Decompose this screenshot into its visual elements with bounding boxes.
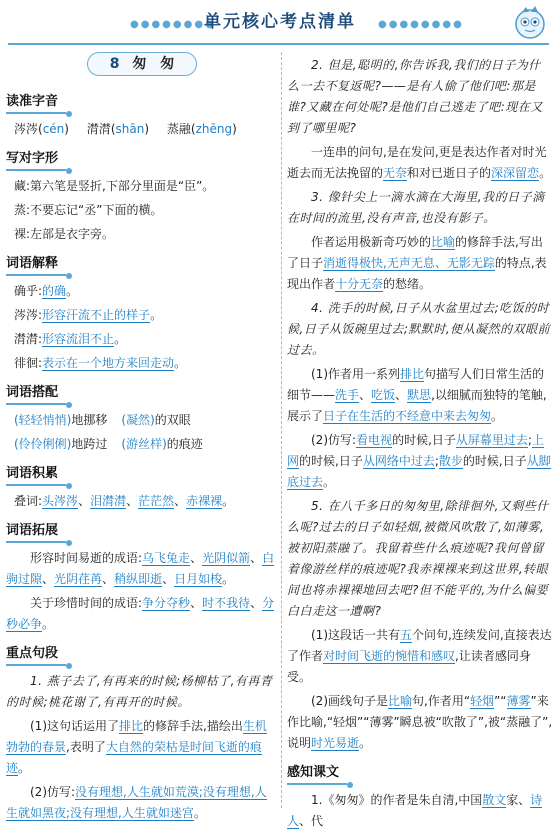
section-key-passages: 重点句段 <box>6 644 58 664</box>
page-title: 单元核心考点清单 <box>204 12 356 32</box>
passage-2-answer: 一连串的问句,是在发问,更是表达作者对时光逝去而无法挽留的无奈和对已逝日子的深深留恋。 <box>287 145 552 180</box>
definition-item: 潸潸:形容流泪不止。 <box>14 332 127 346</box>
passage-3: 3. 像针尖上一滴水滴在大海里,我的日子滴在时间的流里,没有声音,也没有影子。 <box>287 190 545 225</box>
header-dots-left: ●●●●●●●● <box>130 19 216 30</box>
definition-item: 徘徊:表示在一个地方来回走动。 <box>14 356 187 370</box>
section-accumulation: 词语积累 <box>6 464 58 484</box>
passage-3-answer: 作者运用极新奇巧妙的比喻的修辞手法,写出了日子消逝得极快,无声无息、无影无踪的特点,表现出作者十分无奈的愁绪。 <box>287 235 547 291</box>
section-expansion: 词语拓展 <box>6 521 58 541</box>
left-column <box>6 52 278 827</box>
passage-5-answer-2: (2)画线句子是比喻句,作者用“轻烟”“薄雾”来作比喻,“轻烟”“薄雾”瞬息被“吹散了”,被“蒸融了”,说明时光易逝。 <box>287 694 553 750</box>
passage-5-answer-1: (1)这段话一共有五个问句,连续发问,直接表达了作者对时间飞逝的惋惜和感叹,让读者感同身受。 <box>287 628 552 684</box>
definition-item: 涔涔:形容汗流不止的样子。 <box>14 308 163 322</box>
section-definitions: 词语解释 <box>6 254 58 274</box>
passage-2: 2. 但是,聪明的,你告诉我,我们的日子为什么一去不复返呢?——是有人偷了他们吧:那是谁?又藏在何处呢?是他们自己逃走了吧:现在又到了哪里呢? <box>287 58 543 135</box>
collocation-item: (伶伶俐俐)地跨过 (游丝样)的痕迹 <box>14 437 203 451</box>
accumulation-line: 叠词:头涔涔、泪潸潸、茫茫然、赤裸裸。 <box>14 494 235 508</box>
section-character-forms: 写对字形 <box>6 149 58 169</box>
mascot-icon <box>510 2 550 42</box>
section-pronunciation: 读准字音 <box>6 92 58 112</box>
passage-1: 1. 燕子去了,有再来的时候;杨柳枯了,有再青的时候;桃花谢了,有再开的时候。 <box>6 674 273 709</box>
definition-item: 确乎:的确。 <box>14 284 79 298</box>
form-item: 蒸:不要忘记“丞”下面的横。 <box>14 203 163 217</box>
pronunciation-line: 涔涔(cén) 潸潸(shān) 蒸融(zhēng) <box>14 122 237 136</box>
collocation-item: (轻轻悄悄)地挪移 (凝然)的双眼 <box>14 413 191 427</box>
lesson-heading <box>6 52 278 78</box>
header-dots-right: ●●●●●●●● <box>378 19 464 30</box>
passage-1-answer-2: (2)仿写:没有理想,人生就如荒漠;没有理想,人生就如黑夜;没有理想,人生就如迷宫。 <box>6 785 267 820</box>
lesson-number: 8 <box>109 56 120 72</box>
passage-4-answer-1: (1)作者用一系列排比句描写人们日常生活的细节——洗手、吃饭、默思,以细腻而独特的笔触,展示了日子在生活的不经意中来去匆匆。 <box>287 367 547 423</box>
form-item: 藏:第六笔是竖折,下部分里面是“臣”。 <box>14 179 215 193</box>
passage-5: 5. 在八千多日的匆匆里,除徘徊外,又剩些什么呢?过去的日子如轻烟,被微风吹散了,如薄雾,被初阳蒸融了。我留着些什么痕迹呢?我何曾留着像游丝样的痕迹呢?我赤裸裸来到这世界,转眼间也将赤裸裸地回去吧?但不能平的,为什么偏要白白走这一遭啊? <box>287 499 549 618</box>
perception-item: 1.《匆匆》的作者是朱自清,中国散文家、诗人、代 <box>287 793 543 828</box>
passage-4: 4. 洗手的时候,日子从水盆里过去;吃饭的时候,日子从饭碗里过去;默默时,便从凝然的双眼前过去。 <box>287 301 551 357</box>
section-perception: 感知课文 <box>287 763 339 783</box>
passage-1-answer-1: (1)这句话运用了排比的修辞手法,描绘出生机勃勃的春景,表明了大自然的荣枯是时间飞逝的痕迹。 <box>6 719 267 775</box>
header-rule <box>8 43 549 45</box>
expansion-cherish-time: 关于珍惜时间的成语:争分夺秒、时不我待、分秒必争。 <box>6 596 275 631</box>
page-header <box>0 0 559 44</box>
expansion-time-fleeting: 形容时间易逝的成语:乌飞兔走、光阴似箭、白驹过隙、光阴荏苒、稍纵即逝、日月如梭。 <box>6 551 275 586</box>
right-column <box>287 52 553 835</box>
lesson-title: 匆 匆 <box>132 56 175 72</box>
section-collocations: 词语搭配 <box>6 383 58 403</box>
lesson-badge <box>87 52 198 76</box>
column-divider <box>281 52 282 808</box>
form-item: 裸:左部是衣字旁。 <box>14 227 115 241</box>
passage-4-answer-2: (2)仿写:看电视的时候,日子从屏幕里过去;上网的时候,日子从网络中过去;散步的时候,日子从脚底过去。 <box>287 433 551 489</box>
